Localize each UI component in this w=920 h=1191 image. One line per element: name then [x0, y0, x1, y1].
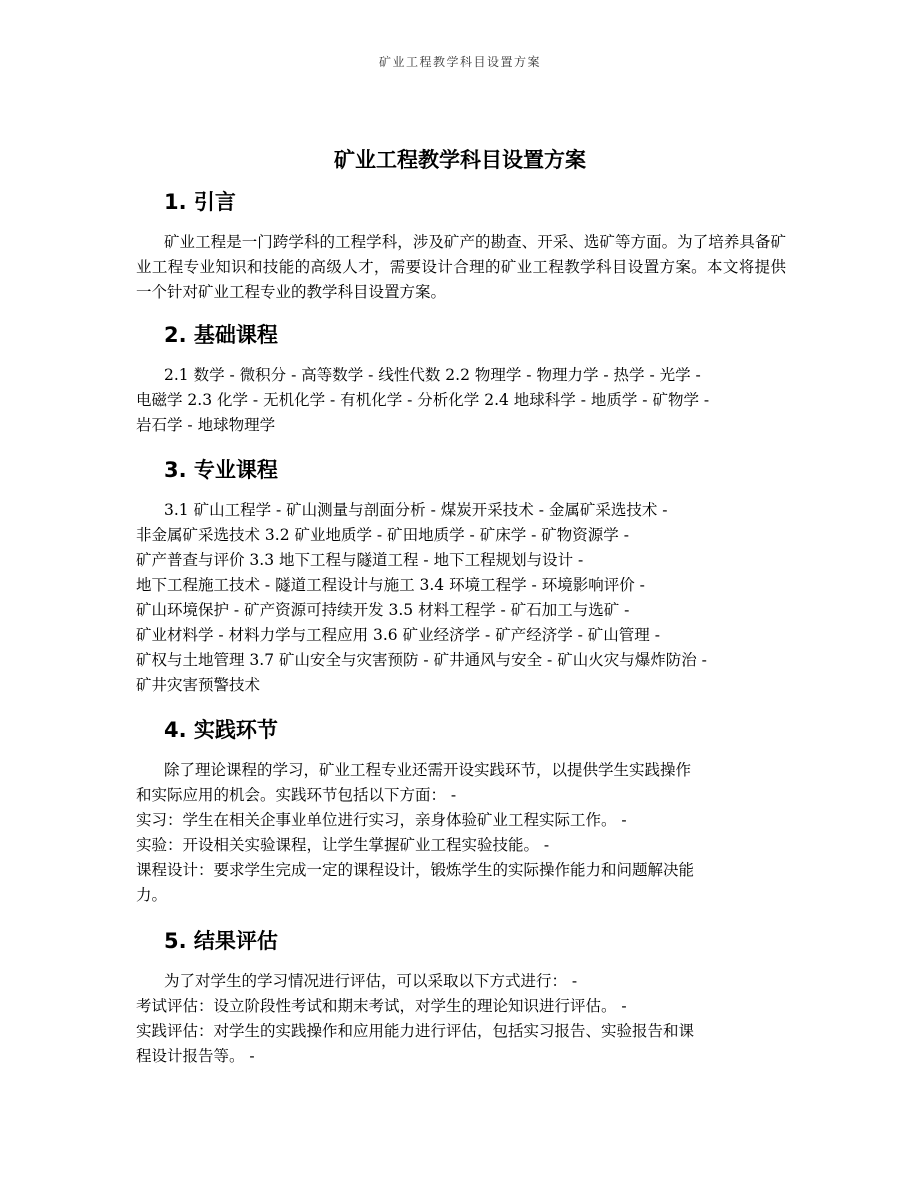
paragraph-line: 除了理论课程的学习，矿业工程专业还需开设实践环节，以提供学生实践操作	[164, 761, 692, 779]
paragraph-line: 课程设计：要求学生完成一定的课程设计，锻炼学生的实际操作能力和问题解决能	[136, 861, 695, 879]
section-basic-courses	[136, 319, 786, 438]
section-heading: 5. 结果评估	[164, 929, 278, 953]
paragraph-line: 程设计报告等。 -	[136, 1047, 255, 1065]
paragraph-line: 实验：开设相关实验课程，让学生掌握矿业工程实验技能。 -	[136, 836, 550, 854]
paragraph-line: 矿产普查与评价 3.3 地下工程与隧道工程 - 地下工程规划与设计 -	[136, 551, 584, 569]
section-introduction	[136, 186, 786, 305]
section-paragraph	[136, 758, 786, 908]
document-body	[136, 186, 786, 1069]
section-paragraph	[136, 363, 786, 438]
section-paragraph	[136, 969, 786, 1069]
paragraph-line: 矿权与土地管理 3.7 矿山安全与灾害预防 - 矿井通风与安全 - 矿山火灾与爆炸防治 -	[136, 651, 707, 669]
paragraph-line: 矿井灾害预警技术	[136, 676, 261, 694]
paragraph-line: 实习：学生在相关企事业单位进行实习，亲身体验矿业工程实际工作。 -	[136, 811, 627, 829]
section-heading: 2. 基础课程	[164, 323, 278, 347]
paragraph-line: 电磁学 2.3 化学 - 无机化学 - 有机化学 - 分析化学 2.4 地球科学 - 地质学 - 矿物学 -	[136, 391, 710, 409]
document-title: 矿业工程教学科目设置方案	[334, 148, 586, 172]
section-heading: 1. 引言	[164, 190, 236, 214]
paragraph-line: 非金属矿采选技术 3.2 矿业地质学 - 矿田地质学 - 矿床学 - 矿物资源学 -	[136, 526, 629, 544]
paragraph-line: 岩石学 - 地球物理学	[136, 416, 276, 434]
paragraph-line: 力。	[136, 886, 168, 904]
paragraph-line: 实践评估：对学生的实践操作和应用能力进行评估，包括实习报告、实验报告和课	[136, 1022, 695, 1040]
paragraph-line: 3.1 矿山工程学 - 矿山测量与剖面分析 - 煤炭开采技术 - 金属矿采选技术 -	[164, 501, 668, 519]
section-paragraph: 矿业工程是一门跨学科的工程学科，涉及矿产的勘查、开采、选矿等方面。为了培养具备矿业工程专业知识和技能的高级人才，需要设计合理的矿业工程教学科目设置方案。本文将提供一个针对矿业工程专业的教学科目设置方案。	[136, 233, 786, 301]
paragraph-line: 矿业材料学 - 材料力学与工程应用 3.6 矿业经济学 - 矿产经济学 - 矿山管理 -	[136, 626, 660, 644]
paragraph-line: 矿山环境保护 - 矿产资源可持续开发 3.5 材料工程学 - 矿石加工与选矿 -	[136, 601, 630, 619]
section-professional-courses	[136, 454, 786, 698]
paragraph-line: 地下工程施工技术 - 隧道工程设计与施工 3.4 环境工程学 - 环境影响评价 -	[136, 576, 645, 594]
section-paragraph	[136, 498, 786, 698]
paragraph-line: 为了对学生的学习情况进行评估，可以采取以下方式进行： -	[164, 972, 578, 990]
section-heading: 3. 专业课程	[164, 458, 278, 482]
section-practice	[136, 714, 786, 908]
section-evaluation	[136, 925, 786, 1069]
paragraph-line: 考试评估：设立阶段性考试和期末考试，对学生的理论知识进行评估。 -	[136, 997, 627, 1015]
running-header: 矿业工程教学科目设置方案	[378, 55, 541, 69]
paragraph-line: 2.1 数学 - 微积分 - 高等数学 - 线性代数 2.2 物理学 - 物理力学 - 热学 - 光学 -	[164, 366, 701, 384]
paragraph-line: 和实际应用的机会。实践环节包括以下方面： -	[136, 786, 457, 804]
section-heading: 4. 实践环节	[164, 718, 278, 742]
